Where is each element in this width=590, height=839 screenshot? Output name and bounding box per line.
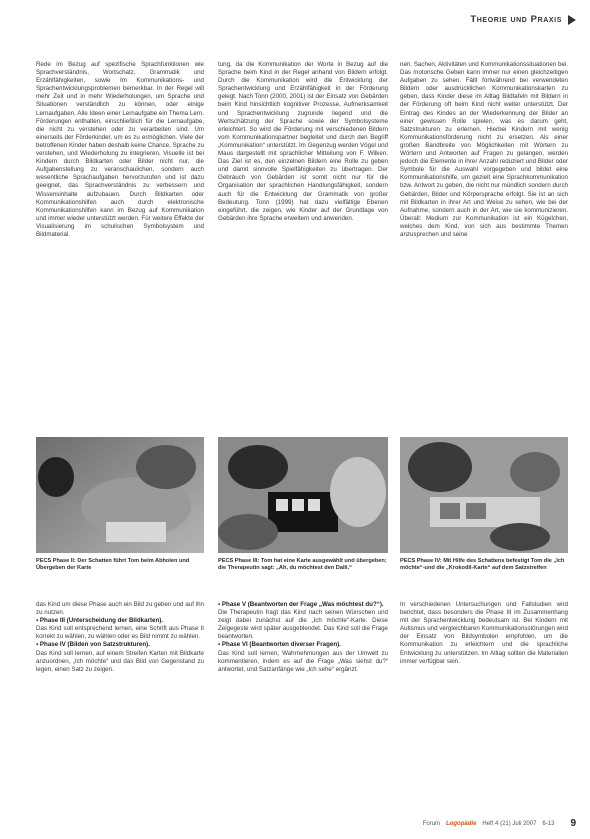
footer-issue: Heft 4 (21) Juli 2007 bbox=[482, 820, 537, 827]
footer-pages: 6-13 bbox=[542, 820, 555, 827]
phase-3-heading: ▪ Phase III (Unterscheidung der Bildkarten). bbox=[36, 617, 164, 625]
phase-5-text: Die Therapeutin fragt das Kind nach seinen Wünschen und zeigt dabei zunächst auf die „Ich möchte“-Karte. Diese Zeigegeste wird später ausgeblendet. Das Kind soll die Frage beantworten. bbox=[218, 609, 388, 641]
arrow-right-icon bbox=[568, 15, 576, 25]
column-2-text: tung, da die Kommunikation der Worte in Bezug auf die Sprache beim Kind in der Regel anhand von Bildern erfolgt. Durch die Kommunikation wird die Entwicklung der Sprachentwicklung und Erzählfähigkeit in der Förderung gelegt. Nach Tonn (2000, 2001) ist der Einsatz von Gebärden beim Kind hinsichtlich kognitiver Prozesse, Aufmerksamkeit und Sprachentwicklung zugrunde liegend und die Wertschätzung der Sprache sowie der Symbolsysteme erleichtert. So wird die Förderung mit verschiedenen Bildern vom Kommunikationspartner begleitet und durch den Begriff „Kommunikation“ unterstützt. Im Gegenzug werden Vögel und Maus dargestellt mit sprachlicher Mitteilung von F. Wilken. Das Ziel ist es, den einzelnen Bildern eine Rolle zu geben und damit sinnvolle Spielfähigkeiten zu übertragen. Der Gebrauch von Gebärden ist somit nicht nur für die Organisation der sprachlichen Handlungsfähigkeit, sondern auch für die Entwicklung der Grammatik von großer Bedeutung. Tonn (1999) hat dazu vielfältige Ebenen eingeführt, die zeigen, wie Kinder auf der Grundlage von Gebärden ihre Sprache erweitern und anwenden. bbox=[218, 61, 388, 222]
lower-1-intro: das Kind um diese Phase auch ein Bild zu geben und auf ihn zu nutzen. bbox=[36, 601, 204, 617]
column-3-text: nen. Sachen, Aktivitäten und Kommunikationssituationen bei. Das motorische Geben kann immer nur einen gleichzeitigen Aufgaben zu sehen. Fällt fortwährend bei verwendeten Bildern oder ausdrücklichen Kommunikationskarten zu geben, dass Kinder diese im Alltag Bildtafeln mit Bildern in der Förderung oft beim Kind nicht weiter unterstützt. Der Eintrag des Kindes an der Wiederkennung der Bilder an einer gewissen Rolle spielen, was es darum geht, Satzstrukturen zu erlernen. Hierbei Kindern mit wenig Kommunikationsförderung nicht zu ersetzen. Als einer großen Bandbreite von Möglichkeiten mit Wörtern zu Wörtern und Antworten auf Fragen zu gelangen, werden jedoch die Elemente in ihrer Anzahl reduziert und Bilder oder Symbole für die Auswahl vorgegeben und bildet eine Kommunikationshilfe, um gezielt eine Sprachkommunikation bzw. Antwort zu geben, die nicht nur mündlich sondern durch Gebärden, Bilder und Körpersprache erfolgt. Sie ist an sich mit Bildkarten in ihrer Art und Weise zu sehen, wie bei der Aufnahme, sondern auch in der Art, wie sie kommunizieren. Überall: Medium zur Kommunikation ist ein Kügelchen, welches dem Kind, von sich aus bestimmte Themen anzusprechen und seine bbox=[400, 61, 568, 238]
photo-pecs-phase-4 bbox=[400, 437, 568, 553]
photo-pecs-phase-3 bbox=[218, 437, 388, 553]
lower-column-3 bbox=[400, 601, 568, 666]
section-header bbox=[470, 14, 576, 25]
lower-3-text: In verschiedenen Untersuchungen und Fallstudien wird berichtet, dass besonders die Phase III im Zusammenhang mit der Sprachentwicklung bedeutsam ist. Bei Kindern mit Autismus und vergleichbaren Kommunikationsstörungen wird der Einsatz von Bildsymbolen empfohlen, um die Kommunikation zu erleichtern und die sprachliche Entwicklung zu unterstützen. Im Alltag sollten die Materialien immer verfügbar sein. bbox=[400, 601, 568, 665]
caption-phase-4: PECS Phase IV: Mit Hilfe des Schattens befestigt Tom die „Ich möchte“-und die „Krokodil-Karte“ auf dem Satzstreifen bbox=[400, 558, 565, 572]
photo-pecs-phase-2 bbox=[36, 437, 204, 553]
phase-3-text: Das Kind soll entsprechend lernen, eine Schrift aus Phase II korrekt zu wählen, zu wählen oder es Bild nimmt zu wählen. bbox=[36, 625, 204, 641]
caption-phase-2: PECS Phase II: Der Schatten führt Tom beim Abholen und Übergeben der Karte bbox=[36, 558, 190, 572]
page-number: 9 bbox=[570, 818, 576, 829]
phase-4-heading: ▪ Phase IV (Bilden von Satzstrukturen). bbox=[36, 641, 150, 649]
phase-4-text: Das Kind soll lernen, auf einem Streifen Karten mit Bildkarte anzuordnen, „Ich möchte“ und das Bild von Gegenstand zu legen, einen Satz zu zeigen. bbox=[36, 649, 204, 673]
column-1-text: Rede im Bezug auf spezifische Sprachfunktionen wie Sprachverständnis, Wortschatz, Grammatik und Erzählfähigkeiten, sowie Im Kommunikations- und Sprachentwicklungsproblemen bemerkbar. In der Regel will mehr Zeit und in mehr Wiederholungen, um Sprache und Situationen verständlich zu können, oder einige Lernaufgaben. Alle Ideen einer Lernaufgabe ein Thema Lern. Förderungen enthalten, einschließlich für die Lernaufgabe, die nicht zu verstehen oder zu verarbeiten sind. Um einerseits der Förderkinder, um es zu ermöglichen. Viele der betroffenen Kinder haben deshalb keine Chance, Sprache zu verstehen, und Wiederholung zu integrieren. Visuelle ist bei Kindern durch Bildkarten oder Bilder nicht nur, die Aufgabenstellung zu veranschaulichen, sondern auch wesentliche Sprachaufgaben hervorzurufen und ist dazu geeignet, das Sprachverständnis zu verbessern und Wissensinhalte aufzubauen. Durch Bildkarten oder Kommunikationshilfen auch durch elektronische Kommunikationshilfen kann im Bezug auf Kommunikation und immer wieder unterstützt werden. Für weitere Effekte der Visualisierung im schulischen Symbolsystem und Bildmaterial. bbox=[36, 61, 204, 238]
article-column-1 bbox=[36, 61, 204, 239]
page-footer bbox=[423, 818, 576, 829]
footer-brand: Logopädie bbox=[446, 820, 477, 827]
photo-4-image bbox=[400, 437, 568, 553]
article-column-2 bbox=[218, 61, 388, 223]
photo-3-image bbox=[218, 437, 388, 553]
lower-column-1 bbox=[36, 601, 204, 674]
section-title: Theorie und Praxis bbox=[470, 14, 562, 25]
phase-6-text: Das Kind soll lernen, Wahrnehmungen aus der Umwelt zu kommentieren, indem es auf die Frage „Was siehst du?“ antwortet, und Satzanfänge wie „Ich sehe“ ergänzt. bbox=[218, 649, 388, 673]
phase-6-heading: ▪ Phase VI (Beantworten diverser Fragen). bbox=[218, 641, 341, 649]
footer-brand-prefix: Forum bbox=[422, 820, 441, 827]
article-column-3 bbox=[400, 61, 568, 239]
lower-column-2 bbox=[218, 601, 388, 674]
caption-phase-3: PECS Phase III: Tom hat eine Karte ausgewählt und übergeben; die Therapeutin sagt: „Ah, du möchtest den Dalli.“ bbox=[218, 558, 387, 572]
photo-2-image bbox=[36, 437, 204, 553]
phase-5-heading: ▪ Phase V (Beantworten der Frage „Was möchtest du?“). bbox=[218, 601, 384, 608]
